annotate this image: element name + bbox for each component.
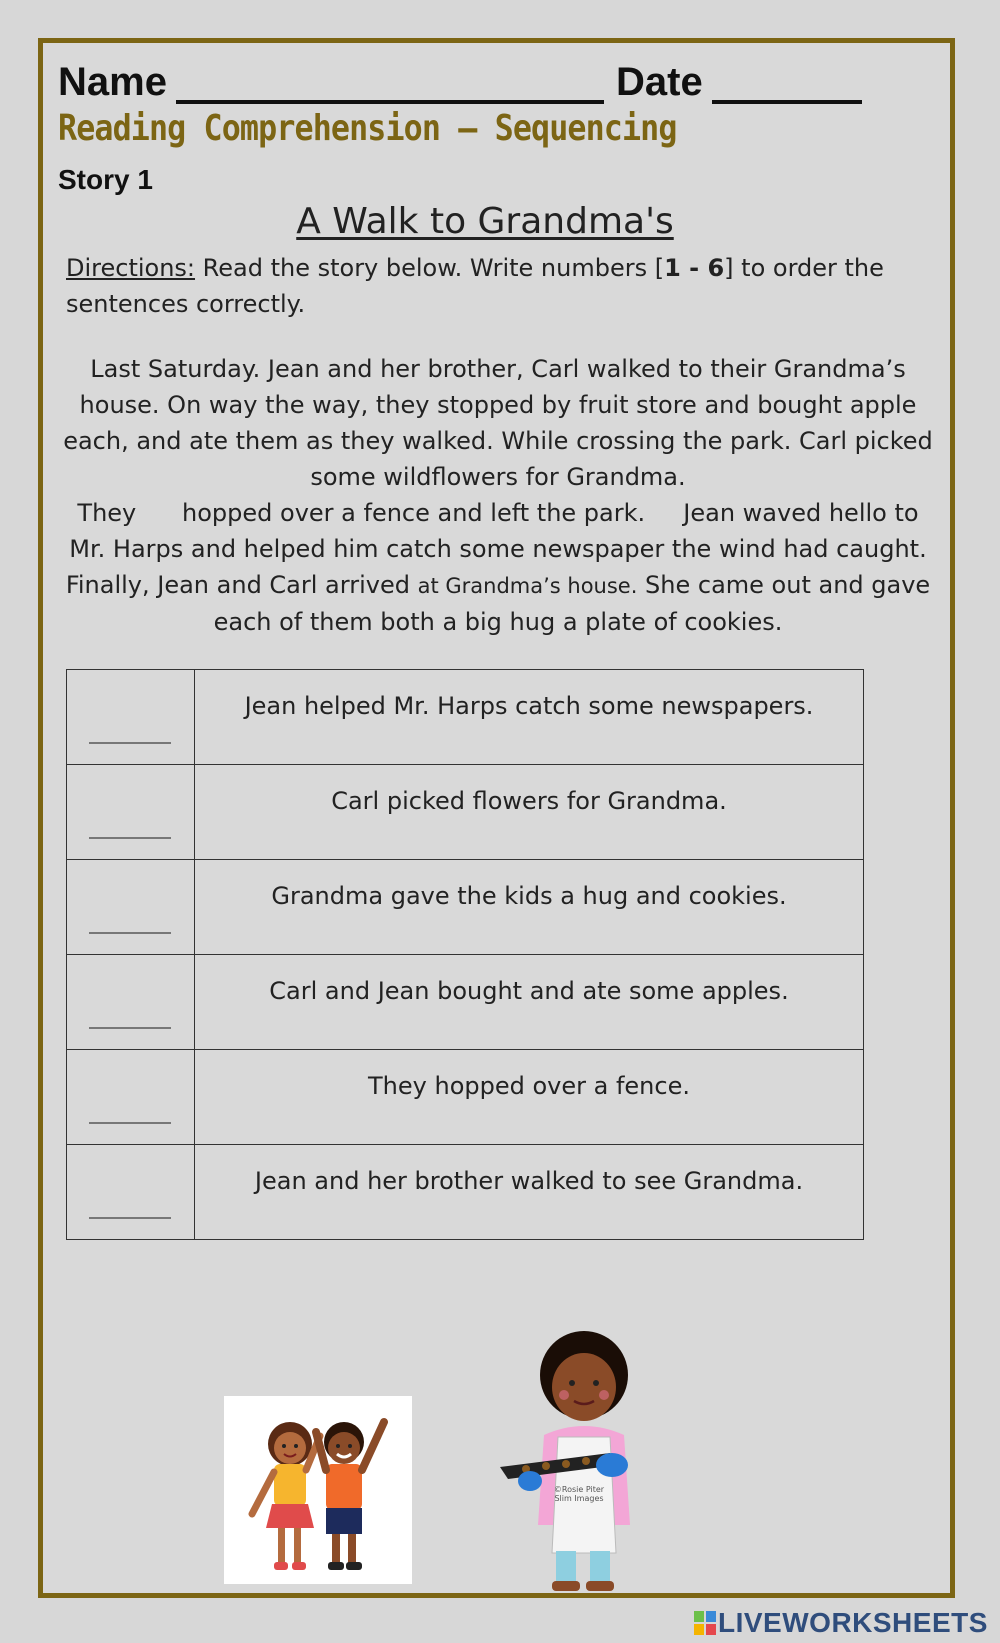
story-paragraph-2 (58, 495, 938, 640)
story-part-2: They hopped over a fence and left the park. Jean waved hello to Mr. Harps and helped him catch some newspaper the wind had caught. Finally, Jean and Carl arrived (65, 499, 935, 599)
directions-label: Directions: (66, 254, 196, 282)
order-blank[interactable] (89, 1122, 171, 1124)
order-blank[interactable] (89, 932, 171, 934)
table-row (67, 1050, 864, 1145)
image-credit: ©Rosie Piter Slim Images (553, 1485, 605, 1503)
order-blank[interactable] (89, 837, 171, 839)
table-row (67, 860, 864, 955)
sentence-cell: Grandma gave the kids a hug and cookies. (195, 860, 864, 955)
sentence-cell: They hopped over a fence. (195, 1050, 864, 1145)
story-part-2-small: at Grandma’s house. (417, 574, 638, 598)
directions-range: 1 - 6 (664, 254, 725, 282)
table-row (67, 955, 864, 1050)
directions-text-before: Read the story below. Write numbers [ (195, 254, 665, 282)
order-blank[interactable] (89, 1027, 171, 1029)
story-title: A Walk to Grandma's (296, 201, 674, 242)
sentence-cell: Carl and Jean bought and ate some apples. (195, 955, 864, 1050)
order-cell[interactable] (67, 955, 195, 1050)
story-text (58, 351, 938, 640)
directions-text-after: ] to order the sentences correctly. (66, 254, 884, 318)
order-blank[interactable] (89, 742, 171, 744)
table-row (67, 765, 864, 860)
liveworksheets-brand[interactable] (694, 1607, 988, 1639)
order-cell[interactable] (67, 860, 195, 955)
grandma-illustration (500, 1325, 680, 1600)
brand-text: LIVEWORKSHEETS (718, 1607, 988, 1638)
kids-illustration (224, 1396, 412, 1584)
sentence-cell: Carl picked flowers for Grandma. (195, 765, 864, 860)
date-blank[interactable] (712, 100, 862, 104)
name-date-row (58, 60, 908, 108)
liveworksheets-logo-icon (694, 1610, 716, 1634)
story-part-3: She came out and gave each of them both a big hug a plate of cookies. (213, 571, 931, 636)
name-blank[interactable] (176, 100, 604, 104)
worksheet-subtitle: Reading Comprehension – Sequencing (58, 108, 677, 149)
directions (66, 250, 926, 322)
order-cell[interactable] (67, 1050, 195, 1145)
order-blank[interactable] (89, 1217, 171, 1219)
story-number: Story 1 (58, 164, 153, 195)
order-cell[interactable] (67, 765, 195, 860)
sequence-table (66, 669, 864, 1240)
sentence-cell: Jean and her brother walked to see Grandma. (195, 1145, 864, 1240)
story-paragraph-1: Last Saturday. Jean and her brother, Carl walked to their Grandma’s house. On way the way, they stopped by fruit store and bought apple each, and ate them as they walked. While crossing the park. Carl picked some wildflowers for Grandma. (63, 355, 933, 491)
order-cell[interactable] (67, 1145, 195, 1240)
order-cell[interactable] (67, 670, 195, 765)
table-row (67, 1145, 864, 1240)
name-label: Name (58, 60, 167, 104)
sentence-cell: Jean helped Mr. Harps catch some newspapers. (195, 670, 864, 765)
table-row (67, 670, 864, 765)
date-label: Date (616, 60, 703, 104)
